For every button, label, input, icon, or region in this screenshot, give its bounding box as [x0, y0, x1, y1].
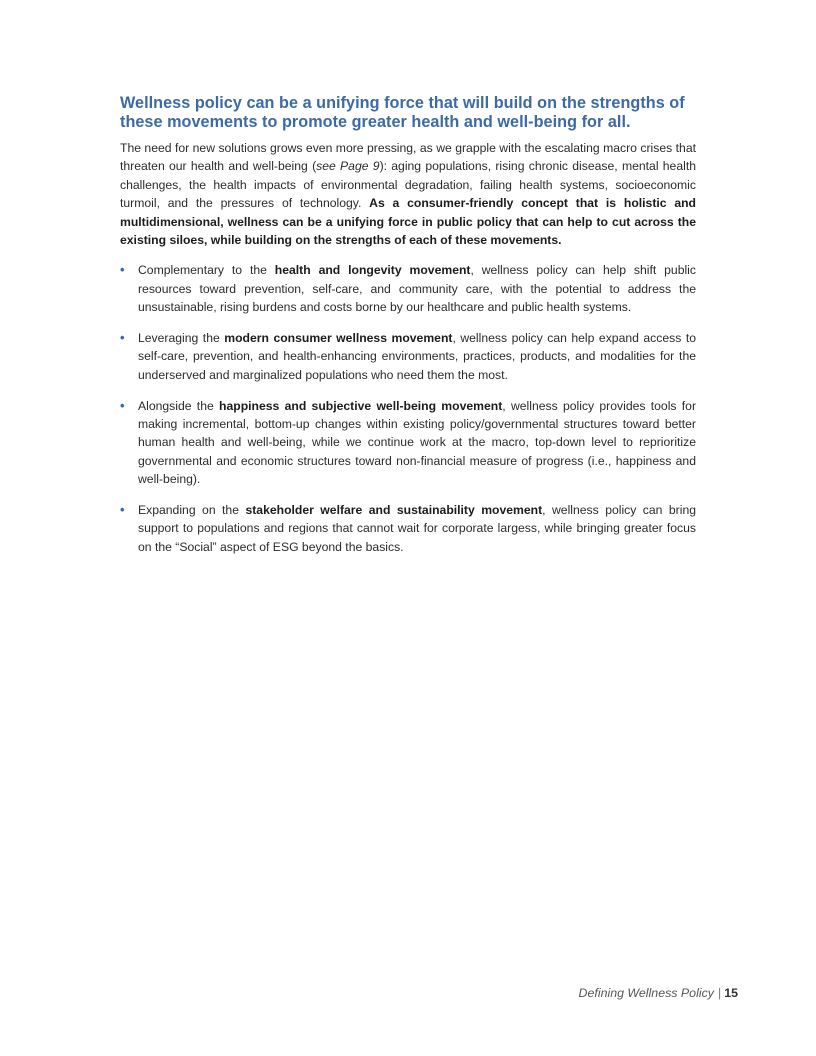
- list-item: [120, 501, 696, 556]
- page-footer: [579, 985, 738, 1001]
- list-item: [120, 261, 696, 316]
- bullet-icon: •: [120, 502, 125, 518]
- page-number: 15: [724, 986, 738, 1000]
- list-item-movement: health and longevity movement: [274, 263, 471, 278]
- list-item-lead: Alongside the: [138, 398, 220, 413]
- list-item: [120, 397, 696, 489]
- bullet-icon: •: [120, 262, 125, 278]
- intro-bold-statement: As a consumer-friendly concept that is holistic and multidimensional, wellness can be a unifying force in public policy that can help to cut across the existing siloes, while building on the strengths of each of these movements.: [120, 196, 697, 248]
- intro-text-part2: ): aging populations, rising chronic disease, mental health challenges, the health impacts of environmental degradation, failing health systems, socioeconomic turmoil, and the pressures of technology.: [120, 159, 696, 211]
- list-item-text: , wellness policy can help shift public resources toward prevention, self-care, and community care, with the potential to address the unsustainable, rising burdens and costs borne by our healthcare and public health systems.: [138, 263, 696, 315]
- list-item-movement: modern consumer wellness movement: [224, 331, 453, 346]
- bullet-icon: •: [120, 330, 125, 346]
- page-reference: see Page 9: [316, 159, 380, 174]
- list-item-lead: Expanding on the: [138, 503, 246, 518]
- list-item-text: , wellness policy can help expand access to self-care, prevention, and health-enhancing environments, practices, products, and modalities for the underserved and marginalized populations who need them the most.: [138, 331, 696, 382]
- list-item-movement: stakeholder welfare and sustainability movement: [245, 503, 543, 518]
- intro-paragraph: [120, 139, 696, 249]
- bullet-icon: •: [120, 397, 125, 413]
- list-item-lead: Complementary to the: [138, 263, 275, 278]
- intro-text-part1: The need for new solutions grows even more pressing, as we grapple with the escalating macro crises that threaten our health and well-being (: [120, 141, 696, 174]
- page-content: [120, 94, 696, 569]
- list-item: [120, 329, 696, 384]
- footer-title: Defining Wellness Policy: [578, 986, 714, 1000]
- list-item-lead: Leveraging the: [138, 331, 225, 346]
- movement-list: [120, 261, 696, 556]
- footer-separator: |: [717, 986, 722, 1000]
- section-heading: Wellness policy can be a unifying force that will build on the strengths of these movements to promote greater health and well-being for all.: [120, 94, 685, 131]
- list-item-movement: happiness and subjective well-being movement: [219, 398, 503, 413]
- list-item-text: , wellness policy can bring support to populations and regions that cannot wait for corporate largess, while bringing greater focus on the “Social” aspect of ESG beyond the basics.: [138, 503, 696, 554]
- list-item-text: , wellness policy provides tools for making incremental, bottom-up changes within existing policy/governmental structures toward better human health and well-being, while we continue work at the macro, top-down level to reprioritize governmental and economic structures toward non-financial measure of progress (i.e., happiness and well-being).: [138, 398, 697, 487]
